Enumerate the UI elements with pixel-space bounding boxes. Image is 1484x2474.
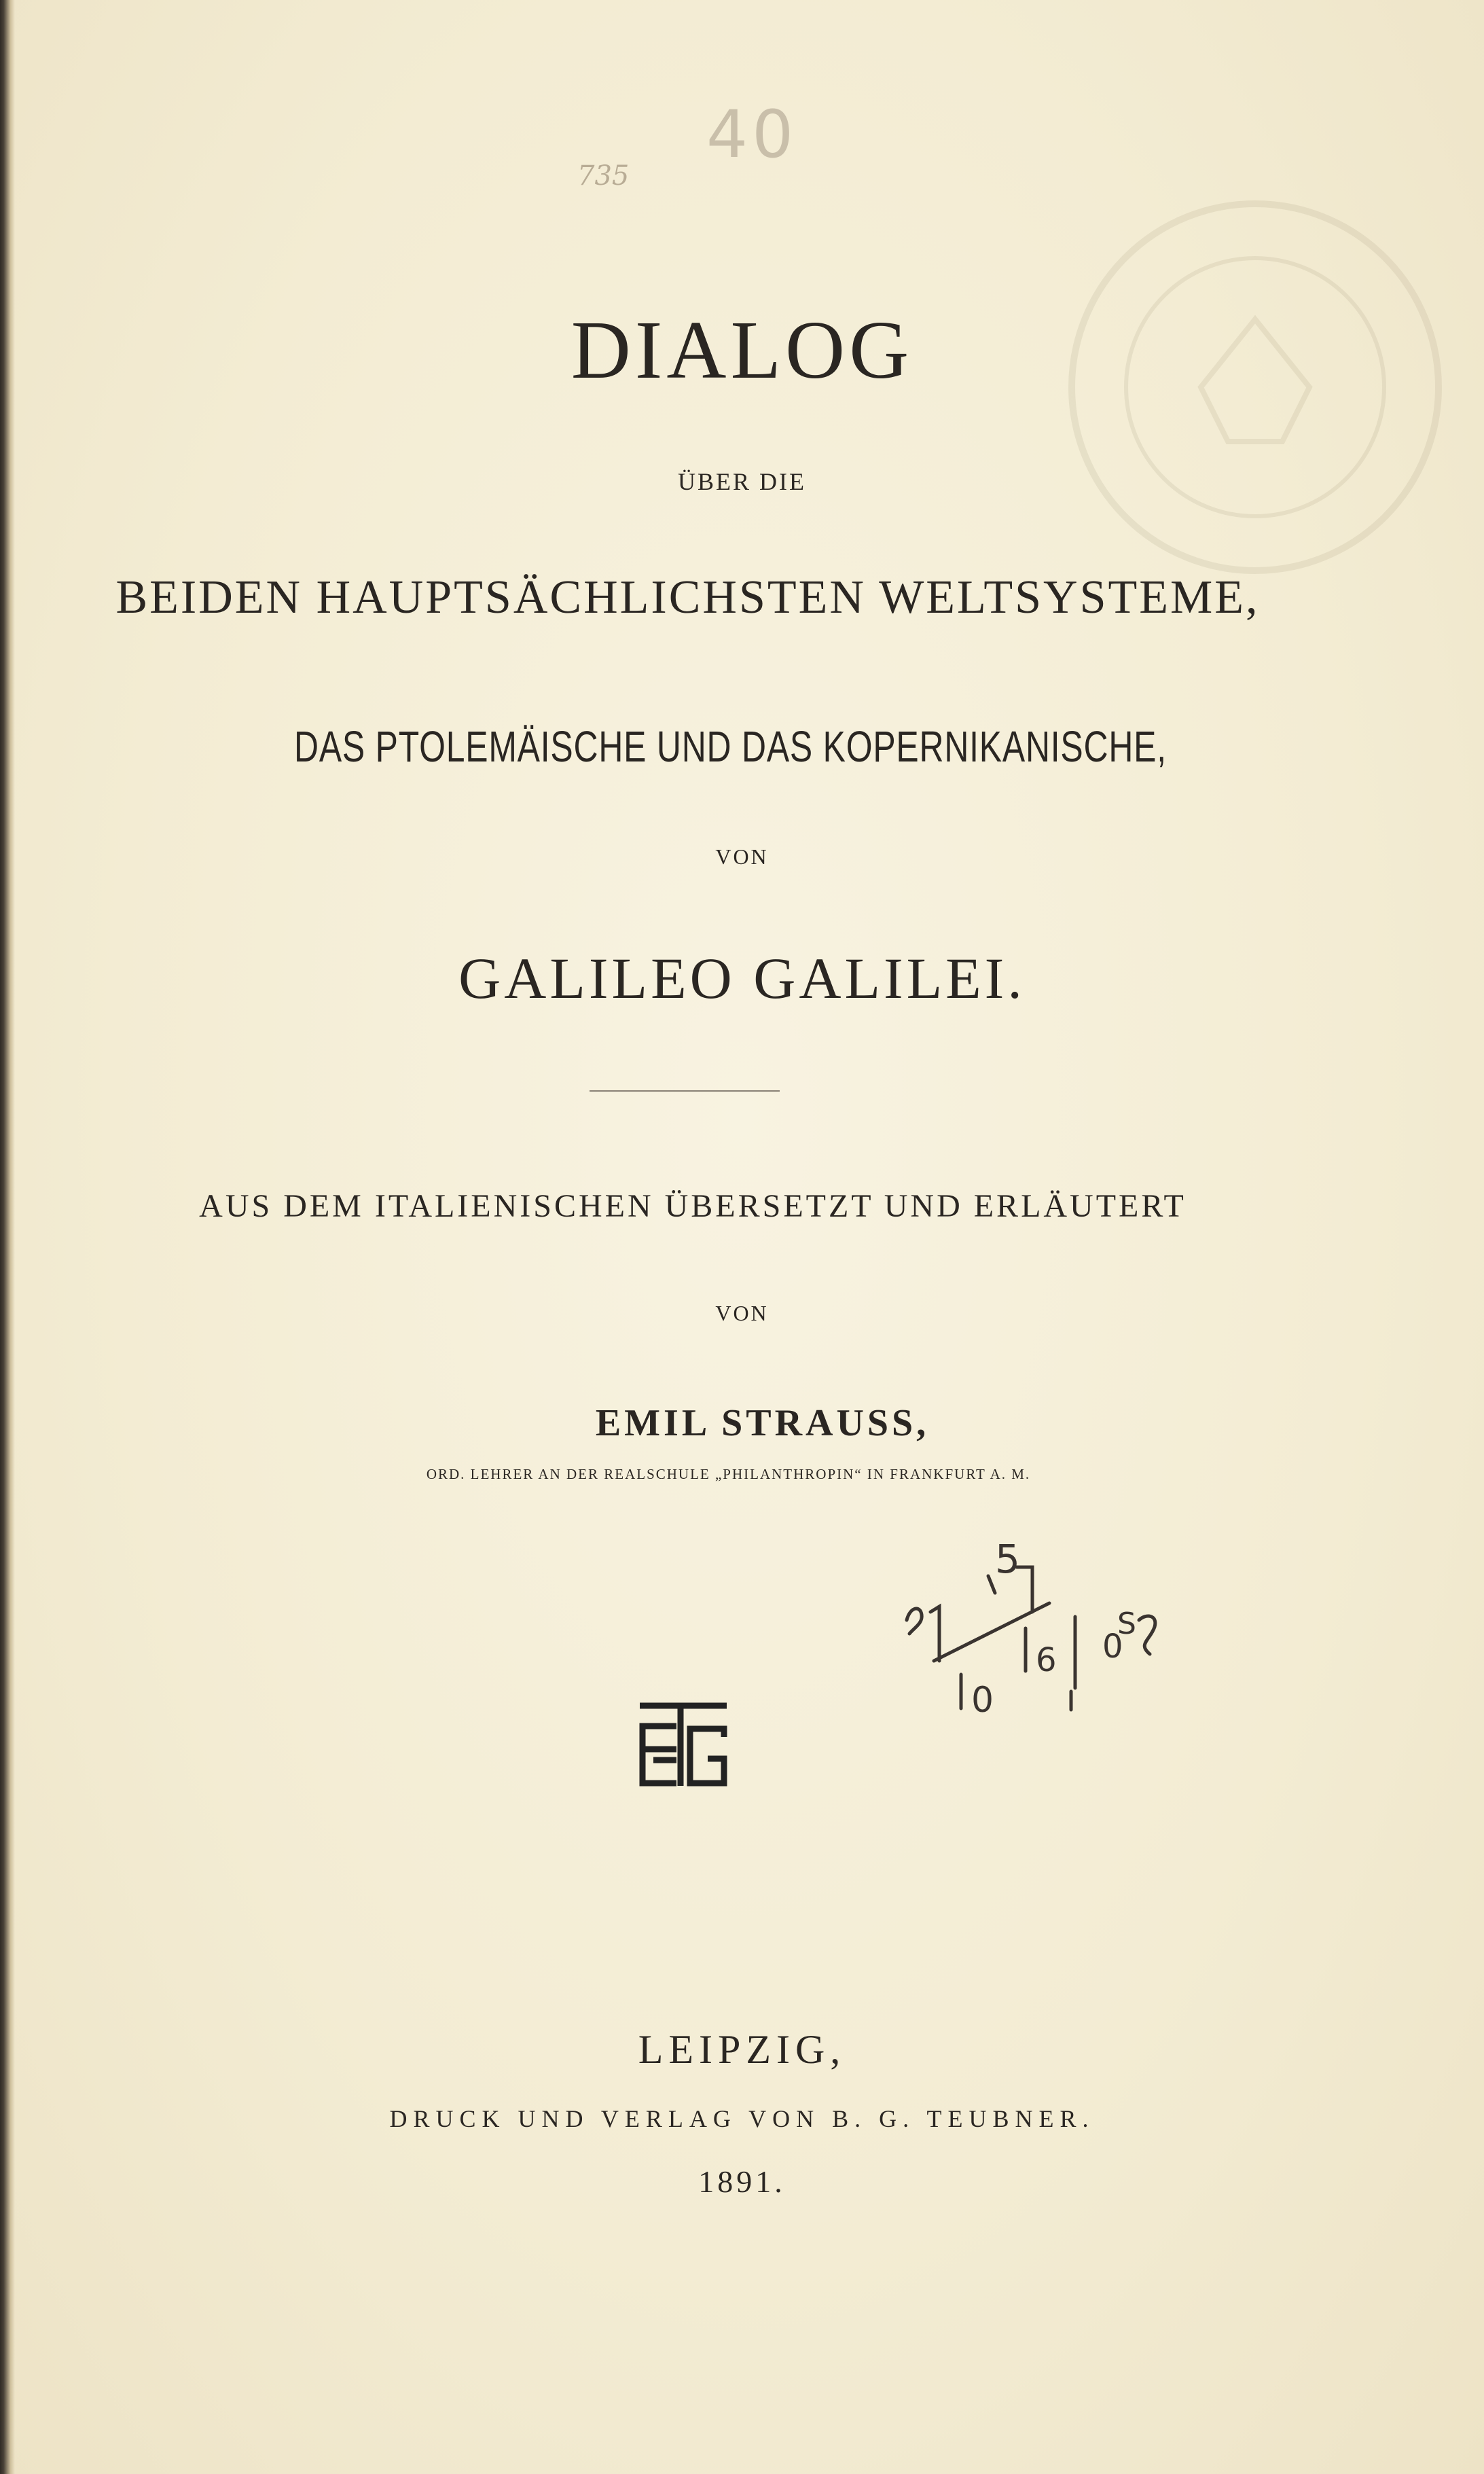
by-label: VON — [715, 844, 769, 869]
svg-text:S: S — [1117, 1607, 1136, 1641]
publisher-monogram — [637, 1702, 729, 1790]
pencil-mark: 735 — [577, 160, 630, 192]
svg-text:6: 6 — [1036, 1641, 1057, 1679]
by-label-translator: VON — [715, 1301, 769, 1325]
place-of-publication: LEIPZIG, — [638, 2027, 846, 2072]
author-name: GALILEO GALILEI. — [458, 946, 1026, 1011]
svg-text:0: 0 — [1102, 1628, 1123, 1666]
handwritten-shelfmark — [893, 1532, 1178, 1736]
subtitle: BEIDEN HAUPTSÄCHLICHSTEN WELTSYSTEME, — [115, 571, 1260, 624]
subtitle-second-line: DAS PTOLEMÄISCHE UND DAS KOPERNIKANISCHE, — [294, 722, 1167, 771]
svg-text:0: 0 — [971, 1680, 994, 1721]
translation-note: AUS DEM ITALIENISCHEN ÜBERSETZT UND ERLÄUTERT — [199, 1188, 1187, 1224]
translator-name: EMIL STRAUSS, — [595, 1402, 930, 1444]
divider-rule — [590, 1090, 780, 1092]
title-connector: ÜBER DIE — [678, 468, 806, 495]
publisher-line: DRUCK UND VERLAG VON B. G. TEUBNER. — [389, 2105, 1095, 2132]
publication-year: 1891. — [698, 2164, 786, 2199]
pencil-number: 40 — [706, 96, 798, 173]
svg-text:5: 5 — [995, 1536, 1020, 1582]
book-title: DIALOG — [571, 304, 913, 396]
translator-role: ORD. LEHRER AN DER REALSCHULE „PHILANTHROPIN“ IN FRANKFURT A. M. — [426, 1466, 1031, 1482]
